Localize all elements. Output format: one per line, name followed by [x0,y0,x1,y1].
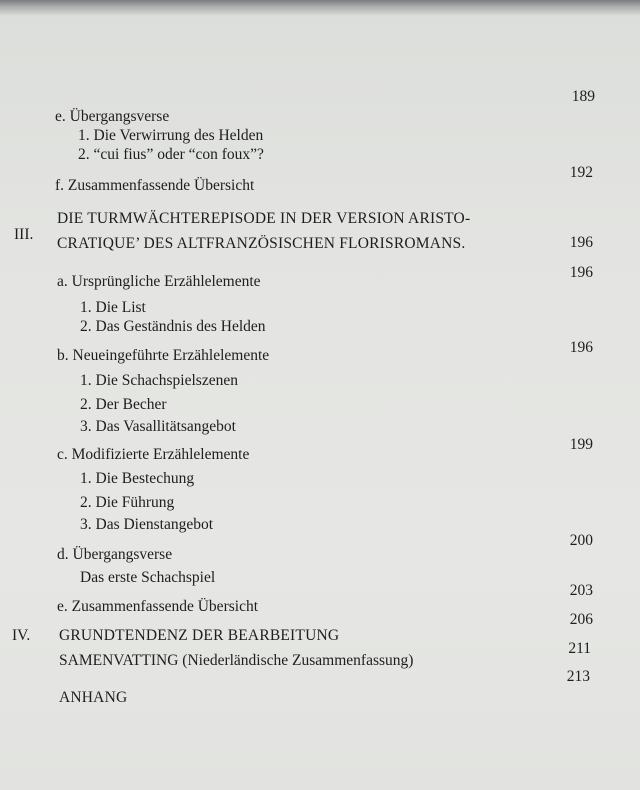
toc-subitem: 3. Das Vasallitätsangebot [80,418,236,435]
toc-subitem: 3. Das Dienstangebot [80,516,214,533]
toc-item-e2: e. Zusammenfassende Übersicht [57,598,259,615]
section-roman-numeral: III. [14,226,34,243]
page-number: 203 [569,582,593,599]
page-number: 199 [569,436,593,453]
toc-subitem: 2. Die Führung [80,494,175,511]
toc-subitem: 2. Das Geständnis des Helden [80,318,266,335]
toc-subitem: 1. Die List [80,299,146,316]
section-title: GRUNDTENDENZ DER BEARBEITUNG [59,627,340,644]
toc-item-samenvatting: SAMENVATTING (Niederländische Zusammenfassung) [59,652,414,669]
section-title-line1: DIE TURMWÄCHTEREPISODE IN DER VERSION ARISTO- [57,210,471,227]
page-number: 200 [569,532,593,549]
toc-item-c: c. Modifizierte Erzählelemente [57,446,250,463]
page-number: 192 [569,164,593,181]
page-number: 213 [566,668,590,685]
toc-item-d: d. Übergangsverse [57,546,173,563]
toc-item-a: a. Ursprüngliche Erzählelemente [57,273,261,290]
toc-subitem: 1. Die Bestechung [80,470,195,487]
page-number: 196 [569,234,593,251]
toc-item-e: e. Übergangsverse [55,108,170,125]
toc-subitem: Das erste Schachspiel [80,569,216,586]
toc-subitem: 1. Die Verwirrung des Helden [78,127,264,144]
toc-subitem: 2. “cui fius” oder “con foux”? [78,146,264,163]
page-number: 189 [571,88,595,105]
toc-item-anhang: ANHANG [59,689,128,706]
page-number: 211 [568,640,591,657]
toc-subitem: 2. Der Becher [80,396,167,413]
page-number: 196 [569,264,593,281]
page-top-shadow [0,0,640,16]
toc-subitem: 1. Die Schachspielszenen [80,372,238,389]
section-roman-numeral: IV. [12,627,31,644]
page-number: 196 [569,339,593,356]
section-title-line2: CRATIQUE’ DES ALTFRANZÖSISCHEN FLORISROMANS. [57,235,466,252]
toc-item-f: f. Zusammenfassende Übersicht [55,177,255,194]
toc-item-b: b. Neueingeführte Erzählelemente [57,347,270,364]
page-number: 206 [569,611,593,628]
